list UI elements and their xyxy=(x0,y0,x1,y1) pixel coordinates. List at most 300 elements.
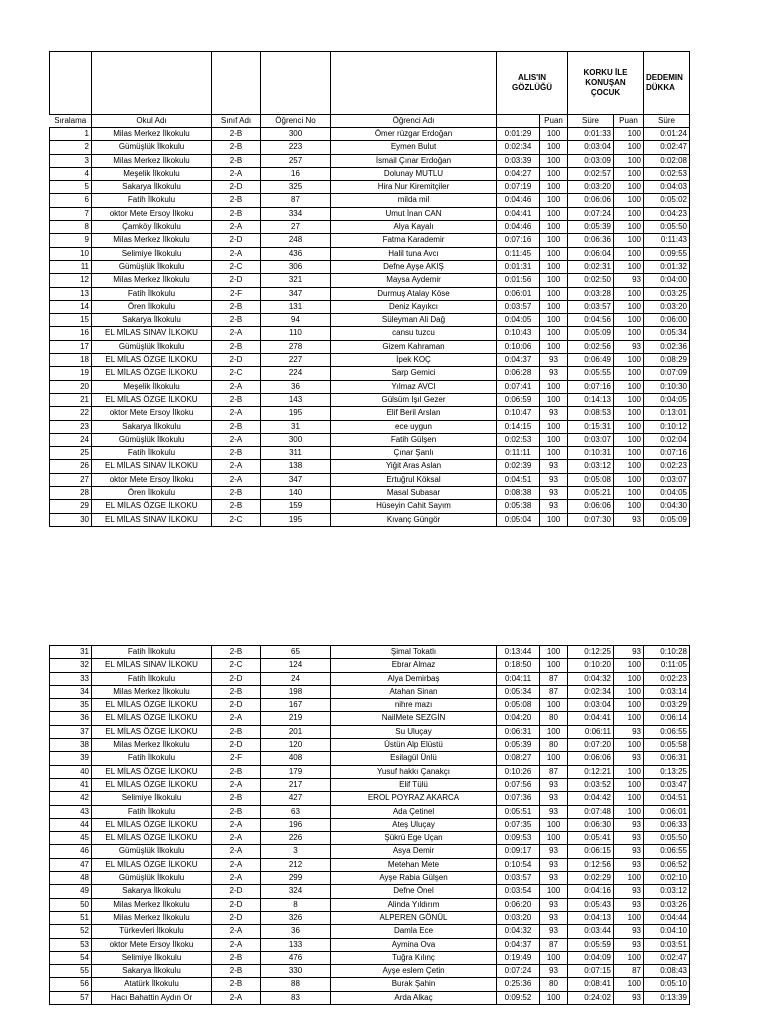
student-no-cell: 63 xyxy=(261,805,331,818)
score-cell: 100 xyxy=(614,672,644,685)
time-cell: 0:06:30 xyxy=(568,818,614,831)
table-row xyxy=(50,314,690,327)
score-cell: 87 xyxy=(540,672,568,685)
table-row xyxy=(50,898,690,911)
score-cell: 100 xyxy=(614,978,644,991)
rank-cell: 38 xyxy=(50,739,92,752)
student-no-cell: 198 xyxy=(261,685,331,698)
class-cell: 2-A xyxy=(212,938,261,951)
table-row xyxy=(50,965,690,978)
table-row xyxy=(50,925,690,938)
time-cell: 0:05:08 xyxy=(497,699,540,712)
student-no-cell: 143 xyxy=(261,393,331,406)
table-row xyxy=(50,221,690,234)
score-cell: 100 xyxy=(614,872,644,885)
score-cell: 100 xyxy=(614,792,644,805)
class-cell: 2-B xyxy=(212,646,261,659)
time-cell: 0:07:09 xyxy=(644,367,690,380)
rank-cell: 30 xyxy=(50,513,92,526)
header-cell xyxy=(261,52,331,115)
school-cell: EL MİLAS ÖZGE İLKOKU xyxy=(92,393,212,406)
time-cell: 0:02:56 xyxy=(568,340,614,353)
score-cell: 100 xyxy=(614,234,644,247)
class-cell: 2-F xyxy=(212,752,261,765)
score-cell: 80 xyxy=(540,978,568,991)
time-cell: 0:06:55 xyxy=(644,845,690,858)
time-cell: 0:03:20 xyxy=(497,911,540,924)
score-cell: 93 xyxy=(614,646,644,659)
page-edge xyxy=(714,0,768,1024)
results-table-page-1 xyxy=(49,51,690,527)
time-cell: 0:11:11 xyxy=(497,447,540,460)
class-cell: 2-B xyxy=(212,447,261,460)
score-cell: 93 xyxy=(540,473,568,486)
student-no-cell: 217 xyxy=(261,778,331,791)
student-name-cell: nihre mazı xyxy=(331,699,497,712)
rank-cell: 16 xyxy=(50,327,92,340)
class-cell: 2-D xyxy=(212,885,261,898)
time-cell: 0:02:50 xyxy=(568,274,614,287)
rank-cell: 5 xyxy=(50,181,92,194)
class-cell: 2-A xyxy=(212,991,261,1004)
class-cell: 2-A xyxy=(212,380,261,393)
class-cell: 2-B xyxy=(212,765,261,778)
time-cell: 0:02:34 xyxy=(497,141,540,154)
student-name-cell: Alya Demirbaş xyxy=(331,672,497,685)
student-no-cell: 226 xyxy=(261,832,331,845)
time-cell: 0:04:05 xyxy=(644,393,690,406)
school-cell: EL MİLAS ÖZGE İLKOKU xyxy=(92,699,212,712)
table-row xyxy=(50,393,690,406)
time-cell: 0:05:43 xyxy=(568,898,614,911)
score-cell: 100 xyxy=(540,327,568,340)
score-cell: 93 xyxy=(540,407,568,420)
time-cell: 0:04:27 xyxy=(497,167,540,180)
time-cell: 0:08:27 xyxy=(497,752,540,765)
score-cell: 100 xyxy=(614,778,644,791)
time-cell: 0:11:43 xyxy=(644,234,690,247)
time-cell: 0:25:36 xyxy=(497,978,540,991)
rank-cell: 15 xyxy=(50,314,92,327)
time-cell: 0:08:53 xyxy=(568,407,614,420)
student-name-cell: Durmuş Atalay Köse xyxy=(331,287,497,300)
time-cell: 0:10:31 xyxy=(568,447,614,460)
time-cell: 0:04:42 xyxy=(568,792,614,805)
time-cell: 0:03:26 xyxy=(644,898,690,911)
score-cell: 100 xyxy=(540,725,568,738)
table-row xyxy=(50,872,690,885)
score-cell: 100 xyxy=(614,207,644,220)
rank-cell: 31 xyxy=(50,646,92,659)
student-name-cell: Arda Alkaç xyxy=(331,991,497,1004)
student-no-cell: 195 xyxy=(261,513,331,526)
score-cell: 100 xyxy=(540,991,568,1004)
time-cell: 0:03:29 xyxy=(644,699,690,712)
school-cell: Gümüşlük İlkokulu xyxy=(92,872,212,885)
time-cell: 0:05:51 xyxy=(497,805,540,818)
student-name-cell: Damla Ece xyxy=(331,925,497,938)
time-cell: 0:03:54 xyxy=(497,885,540,898)
time-cell: 0:06:59 xyxy=(497,393,540,406)
time-cell: 0:04:20 xyxy=(497,712,540,725)
time-cell: 0:05:34 xyxy=(644,327,690,340)
time-cell: 0:04:41 xyxy=(568,712,614,725)
score-cell: 100 xyxy=(540,154,568,167)
time-cell: 0:04:51 xyxy=(644,792,690,805)
time-cell: 0:09:53 xyxy=(497,832,540,845)
rank-cell: 40 xyxy=(50,765,92,778)
score-cell: 100 xyxy=(614,447,644,460)
time-cell: 0:03:44 xyxy=(568,925,614,938)
rank-cell: 18 xyxy=(50,354,92,367)
student-name-cell: Tuğra Kılınç xyxy=(331,951,497,964)
school-cell: Çamköy İlkokulu xyxy=(92,221,212,234)
score-cell: 100 xyxy=(540,832,568,845)
score-cell: 100 xyxy=(540,221,568,234)
time-cell: 0:06:55 xyxy=(644,725,690,738)
time-cell: 0:01:56 xyxy=(497,274,540,287)
class-cell: 2-A xyxy=(212,221,261,234)
time-cell: 0:06:04 xyxy=(568,247,614,260)
score-cell: 93 xyxy=(614,752,644,765)
student-name-cell: Yılmaz AVCI xyxy=(331,380,497,393)
time-cell: 0:07:16 xyxy=(497,234,540,247)
table-row xyxy=(50,672,690,685)
school-cell: Sakarya İlkokulu xyxy=(92,420,212,433)
time-cell: 0:07:19 xyxy=(497,181,540,194)
score-cell: 93 xyxy=(614,832,644,845)
school-cell: Sakarya İlkokulu xyxy=(92,965,212,978)
school-cell: Selimiye İlkokulu xyxy=(92,792,212,805)
class-cell: 2-D xyxy=(212,911,261,924)
col-header-sinif: Sınıf Adı xyxy=(212,115,261,128)
student-no-cell: 8 xyxy=(261,898,331,911)
score-cell: 93 xyxy=(540,487,568,500)
time-cell: 0:04:37 xyxy=(497,354,540,367)
rank-cell: 52 xyxy=(50,925,92,938)
school-cell: Milas Merkez İlkokulu xyxy=(92,685,212,698)
time-cell: 0:07:16 xyxy=(644,447,690,460)
student-no-cell: 212 xyxy=(261,858,331,871)
score-cell: 100 xyxy=(614,433,644,446)
table-row xyxy=(50,128,690,141)
school-cell: EL MİLAS ÖZGE İLKOKU xyxy=(92,725,212,738)
time-cell: 0:18:50 xyxy=(497,659,540,672)
school-cell: Fatih İlkokulu xyxy=(92,194,212,207)
time-cell: 0:02:53 xyxy=(644,167,690,180)
score-cell: 100 xyxy=(614,487,644,500)
time-cell: 0:08:29 xyxy=(644,354,690,367)
time-cell: 0:10:43 xyxy=(497,327,540,340)
student-no-cell: 306 xyxy=(261,260,331,273)
table-row xyxy=(50,327,690,340)
student-no-cell: 278 xyxy=(261,340,331,353)
score-cell: 100 xyxy=(614,194,644,207)
student-name-cell: Deniz Kayıkcı xyxy=(331,300,497,313)
time-cell: 0:07:48 xyxy=(568,805,614,818)
time-cell: 0:09:52 xyxy=(497,991,540,1004)
class-cell: 2-D xyxy=(212,354,261,367)
time-cell: 0:04:05 xyxy=(644,487,690,500)
score-cell: 93 xyxy=(540,792,568,805)
time-cell: 0:02:36 xyxy=(644,340,690,353)
student-name-cell: Asya Demir xyxy=(331,845,497,858)
col-header-sure-1 xyxy=(497,115,540,128)
student-no-cell: 334 xyxy=(261,207,331,220)
class-cell: 2-B xyxy=(212,340,261,353)
student-no-cell: 311 xyxy=(261,447,331,460)
student-name-cell: Su Uluçay xyxy=(331,725,497,738)
time-cell: 0:03:39 xyxy=(497,154,540,167)
student-no-cell: 330 xyxy=(261,965,331,978)
score-cell: 100 xyxy=(614,314,644,327)
header-cell xyxy=(212,52,261,115)
time-cell: 0:05:10 xyxy=(644,978,690,991)
table-row xyxy=(50,792,690,805)
rank-cell: 8 xyxy=(50,221,92,234)
rank-cell: 7 xyxy=(50,207,92,220)
time-cell: 0:05:38 xyxy=(497,500,540,513)
table-row xyxy=(50,699,690,712)
header-cell xyxy=(50,52,92,115)
time-cell: 0:07:36 xyxy=(497,792,540,805)
class-cell: 2-D xyxy=(212,699,261,712)
col-header-puan-1: Puan xyxy=(540,115,568,128)
time-cell: 0:06:06 xyxy=(568,500,614,513)
score-cell: 93 xyxy=(614,858,644,871)
rank-cell: 39 xyxy=(50,752,92,765)
header-cell xyxy=(331,52,497,115)
time-cell: 0:04:13 xyxy=(568,911,614,924)
student-no-cell: 36 xyxy=(261,925,331,938)
student-no-cell: 321 xyxy=(261,274,331,287)
rank-cell: 34 xyxy=(50,685,92,698)
student-no-cell: 300 xyxy=(261,433,331,446)
rank-cell: 19 xyxy=(50,367,92,380)
time-cell: 0:03:20 xyxy=(644,300,690,313)
class-cell: 2-A xyxy=(212,845,261,858)
table-row xyxy=(50,487,690,500)
student-no-cell: 326 xyxy=(261,911,331,924)
score-cell: 100 xyxy=(540,646,568,659)
school-cell: Türkevleri İlkokulu xyxy=(92,925,212,938)
rank-cell: 49 xyxy=(50,885,92,898)
book-title-korku: KORKU İLE KONUŞAN ÇOCUK xyxy=(568,52,644,115)
time-cell: 0:01:33 xyxy=(568,128,614,141)
student-name-cell: cansu tuzcu xyxy=(331,327,497,340)
rank-cell: 3 xyxy=(50,154,92,167)
time-cell: 0:06:36 xyxy=(568,234,614,247)
student-name-cell: Ertuğrul Köksal xyxy=(331,473,497,486)
time-cell: 0:04:51 xyxy=(497,473,540,486)
student-no-cell: 436 xyxy=(261,247,331,260)
time-cell: 0:03:07 xyxy=(568,433,614,446)
school-cell: Selimiye İlkokulu xyxy=(92,951,212,964)
time-cell: 0:08:43 xyxy=(644,965,690,978)
score-cell: 100 xyxy=(540,194,568,207)
time-cell: 0:13:01 xyxy=(644,407,690,420)
score-cell: 100 xyxy=(614,699,644,712)
rank-cell: 20 xyxy=(50,380,92,393)
school-cell: Ören İlkokulu xyxy=(92,300,212,313)
score-cell: 100 xyxy=(614,951,644,964)
student-name-cell: Alya Kayalı xyxy=(331,221,497,234)
table-row xyxy=(50,659,690,672)
score-cell: 100 xyxy=(614,380,644,393)
class-cell: 2-A xyxy=(212,473,261,486)
time-cell: 0:04:44 xyxy=(644,911,690,924)
student-name-cell: Dolunay MUTLU xyxy=(331,167,497,180)
col-header-ogrenci-adi: Öğrenci Adı xyxy=(331,115,497,128)
rank-cell: 28 xyxy=(50,487,92,500)
student-no-cell: 324 xyxy=(261,885,331,898)
time-cell: 0:02:31 xyxy=(568,260,614,273)
student-name-cell: Çınar Şanlı xyxy=(331,447,497,460)
time-cell: 0:02:23 xyxy=(644,672,690,685)
time-cell: 0:07:24 xyxy=(568,207,614,220)
table-row xyxy=(50,167,690,180)
student-no-cell: 223 xyxy=(261,141,331,154)
rank-cell: 25 xyxy=(50,447,92,460)
time-cell: 0:05:39 xyxy=(568,221,614,234)
table-row xyxy=(50,725,690,738)
score-cell: 93 xyxy=(540,965,568,978)
table-row xyxy=(50,260,690,273)
student-name-cell: Defne Ayşe AKIŞ xyxy=(331,260,497,273)
score-cell: 100 xyxy=(614,287,644,300)
score-cell: 80 xyxy=(540,712,568,725)
student-name-cell: Halil tuna Avcı xyxy=(331,247,497,260)
score-cell: 100 xyxy=(540,287,568,300)
table-row xyxy=(50,646,690,659)
school-cell: Hacı Bahattin Aydın Or xyxy=(92,991,212,1004)
school-cell: EL MİLAS ÖZGE İLKOKU xyxy=(92,818,212,831)
time-cell: 0:03:14 xyxy=(644,685,690,698)
student-name-cell: İpek KOÇ xyxy=(331,354,497,367)
student-name-cell: Hira Nur Kiremitçiler xyxy=(331,181,497,194)
table-row xyxy=(50,938,690,951)
col-header-puan-2: Puan xyxy=(614,115,644,128)
score-cell: 100 xyxy=(540,659,568,672)
time-cell: 0:13:39 xyxy=(644,991,690,1004)
school-cell: Milas Merkez İlkokulu xyxy=(92,898,212,911)
time-cell: 0:04:16 xyxy=(568,885,614,898)
score-cell: 100 xyxy=(540,314,568,327)
class-cell: 2-B xyxy=(212,420,261,433)
table-row xyxy=(50,885,690,898)
rank-cell: 22 xyxy=(50,407,92,420)
student-name-cell: ALPEREN GÖNÜL xyxy=(331,911,497,924)
student-name-cell: milda mil xyxy=(331,194,497,207)
school-cell: Sakarya İlkokulu xyxy=(92,885,212,898)
school-cell: oktor Mete Ersoy İlkoku xyxy=(92,938,212,951)
school-cell: Gümüşlük İlkokulu xyxy=(92,260,212,273)
class-cell: 2-C xyxy=(212,367,261,380)
student-name-cell: Maysa Aydemir xyxy=(331,274,497,287)
time-cell: 0:03:57 xyxy=(497,300,540,313)
score-cell: 93 xyxy=(614,274,644,287)
class-cell: 2-C xyxy=(212,260,261,273)
student-name-cell: İsmail Çınar Erdoğan xyxy=(331,154,497,167)
score-cell: 100 xyxy=(614,765,644,778)
class-cell: 2-B xyxy=(212,194,261,207)
time-cell: 0:05:50 xyxy=(644,832,690,845)
student-name-cell: Defne Önel xyxy=(331,885,497,898)
rank-cell: 51 xyxy=(50,911,92,924)
score-cell: 100 xyxy=(614,141,644,154)
time-cell: 0:04:10 xyxy=(644,925,690,938)
student-name-cell: Gizem Kahraman xyxy=(331,340,497,353)
time-cell: 0:05:04 xyxy=(497,513,540,526)
rank-cell: 46 xyxy=(50,845,92,858)
class-cell: 2-A xyxy=(212,832,261,845)
time-cell: 0:24:02 xyxy=(568,991,614,1004)
class-cell: 2-B xyxy=(212,792,261,805)
score-cell: 100 xyxy=(614,181,644,194)
school-cell: Milas Merkez İlkokulu xyxy=(92,154,212,167)
school-cell: EL MİLAS SINAV İLKOKU xyxy=(92,460,212,473)
student-no-cell: 300 xyxy=(261,128,331,141)
score-cell: 100 xyxy=(540,181,568,194)
time-cell: 0:10:20 xyxy=(568,659,614,672)
rank-cell: 6 xyxy=(50,194,92,207)
time-cell: 0:02:39 xyxy=(497,460,540,473)
time-cell: 0:03:07 xyxy=(644,473,690,486)
score-cell: 100 xyxy=(614,460,644,473)
class-cell: 2-B xyxy=(212,128,261,141)
student-no-cell: 140 xyxy=(261,487,331,500)
class-cell: 2-B xyxy=(212,154,261,167)
score-cell: 93 xyxy=(614,340,644,353)
score-cell: 100 xyxy=(614,154,644,167)
class-cell: 2-D xyxy=(212,739,261,752)
rank-cell: 47 xyxy=(50,858,92,871)
student-name-cell: Umut İnan CAN xyxy=(331,207,497,220)
table-row xyxy=(50,354,690,367)
student-name-cell: EROL POYRAZ AKARCA xyxy=(331,792,497,805)
time-cell: 0:11:45 xyxy=(497,247,540,260)
time-cell: 0:04:23 xyxy=(644,207,690,220)
time-cell: 0:13:44 xyxy=(497,646,540,659)
school-cell: EL MİLAS ÖZGE İLKOKU xyxy=(92,778,212,791)
school-cell: EL MİLAS ÖZGE İLKOKU xyxy=(92,500,212,513)
student-no-cell: 159 xyxy=(261,500,331,513)
score-cell: 93 xyxy=(614,925,644,938)
score-cell: 100 xyxy=(540,274,568,287)
table-row xyxy=(50,951,690,964)
time-cell: 0:06:31 xyxy=(497,725,540,738)
score-cell: 100 xyxy=(540,128,568,141)
score-cell: 100 xyxy=(540,141,568,154)
student-no-cell: 257 xyxy=(261,154,331,167)
class-cell: 2-B xyxy=(212,965,261,978)
class-cell: 2-D xyxy=(212,181,261,194)
time-cell: 0:03:12 xyxy=(568,460,614,473)
time-cell: 0:10:30 xyxy=(644,380,690,393)
time-cell: 0:06:01 xyxy=(644,805,690,818)
column-header-row xyxy=(50,115,690,128)
school-cell: Milas Merkez İlkokulu xyxy=(92,128,212,141)
time-cell: 0:19:49 xyxy=(497,951,540,964)
score-cell: 93 xyxy=(540,845,568,858)
time-cell: 0:12:56 xyxy=(568,858,614,871)
score-cell: 100 xyxy=(540,433,568,446)
school-cell: oktor Mete Ersoy İlkoku xyxy=(92,207,212,220)
col-header-ogrenci-no: Öğrenci No xyxy=(261,115,331,128)
time-cell: 0:05:09 xyxy=(568,327,614,340)
student-no-cell: 94 xyxy=(261,314,331,327)
score-cell: 100 xyxy=(540,393,568,406)
